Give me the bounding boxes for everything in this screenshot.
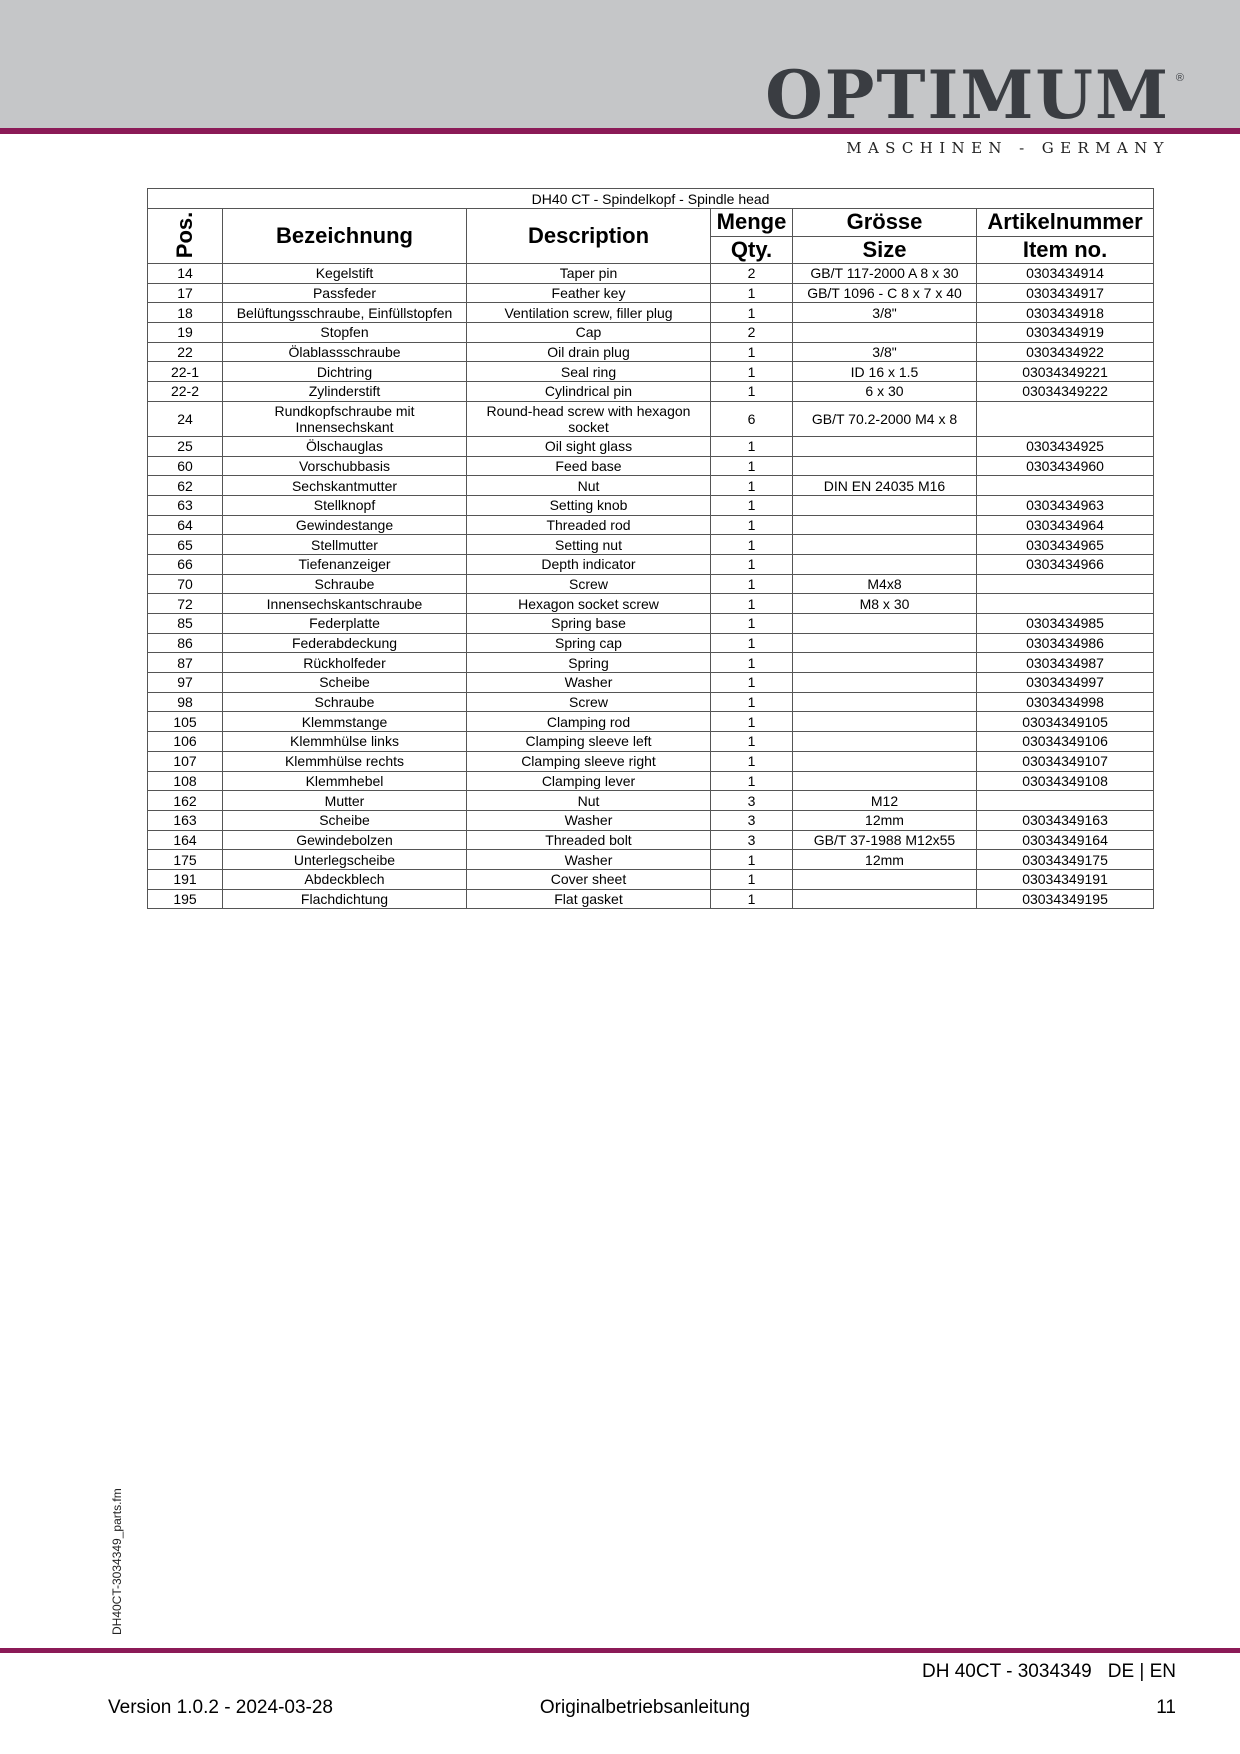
cell-size: 3/8" — [793, 303, 977, 323]
cell-size: ID 16 x 1.5 — [793, 362, 977, 382]
table-row — [148, 614, 1154, 634]
cell-size — [793, 869, 977, 889]
cell-description: Ventilation screw, filler plug — [467, 303, 711, 323]
header-size: Size — [793, 236, 977, 264]
cell-size — [793, 554, 977, 574]
cell-qty: 1 — [711, 303, 793, 323]
cell-pos: 87 — [148, 653, 223, 673]
cell-pos: 22 — [148, 342, 223, 362]
cell-item-no: 03034349163 — [977, 810, 1154, 830]
cell-pos: 164 — [148, 830, 223, 850]
cell-description: Taper pin — [467, 264, 711, 284]
cell-pos: 14 — [148, 264, 223, 284]
cell-qty: 1 — [711, 673, 793, 693]
table-row — [148, 382, 1154, 402]
cell-description: Nut — [467, 791, 711, 811]
table-row — [148, 889, 1154, 909]
cell-bezeichnung: Passfeder — [223, 283, 467, 303]
cell-bezeichnung: Federplatte — [223, 614, 467, 634]
cell-qty: 1 — [711, 869, 793, 889]
cell-item-no: 0303434914 — [977, 264, 1154, 284]
cell-qty: 1 — [711, 850, 793, 870]
cell-qty: 2 — [711, 323, 793, 343]
cell-item-no: 0303434965 — [977, 535, 1154, 555]
cell-pos: 22-1 — [148, 362, 223, 382]
cell-bezeichnung: Zylinderstift — [223, 382, 467, 402]
cell-description: Clamping rod — [467, 712, 711, 732]
cell-description: Feather key — [467, 283, 711, 303]
cell-bezeichnung: Vorschubbasis — [223, 456, 467, 476]
cell-item-no: 03034349222 — [977, 382, 1154, 402]
cell-bezeichnung: Gewindebolzen — [223, 830, 467, 850]
cell-item-no: 03034349175 — [977, 850, 1154, 870]
footer-document-type: Originalbetriebsanleitung — [539, 1697, 751, 1718]
cell-qty: 1 — [711, 554, 793, 574]
cell-description: Spring cap — [467, 633, 711, 653]
cell-bezeichnung: Sechskantmutter — [223, 476, 467, 496]
cell-size — [793, 889, 977, 909]
table-row — [148, 732, 1154, 752]
cell-qty: 3 — [711, 791, 793, 811]
table-row — [148, 401, 1154, 436]
cell-item-no: 0303434918 — [977, 303, 1154, 323]
cell-qty: 1 — [711, 653, 793, 673]
cell-size — [793, 751, 977, 771]
cell-bezeichnung: Stellknopf — [223, 495, 467, 515]
cell-size — [793, 692, 977, 712]
cell-item-no: 03034349107 — [977, 751, 1154, 771]
cell-bezeichnung: Belüftungsschraube, Einfüllstopfen — [223, 303, 467, 323]
cell-bezeichnung: Ölablassschraube — [223, 342, 467, 362]
cell-item-no — [977, 791, 1154, 811]
cell-pos: 17 — [148, 283, 223, 303]
cell-size — [793, 535, 977, 555]
cell-qty: 1 — [711, 732, 793, 752]
cell-description: Cover sheet — [467, 869, 711, 889]
table-row — [148, 283, 1154, 303]
cell-item-no: 0303434963 — [977, 495, 1154, 515]
cell-description: Screw — [467, 574, 711, 594]
cell-qty: 6 — [711, 401, 793, 436]
cell-bezeichnung: Federabdeckung — [223, 633, 467, 653]
cell-bezeichnung: Rundkopfschraube mit Innensechskant — [223, 401, 467, 436]
cell-size — [793, 515, 977, 535]
table-row — [148, 323, 1154, 343]
cell-qty: 1 — [711, 535, 793, 555]
cell-item-no: 0303434922 — [977, 342, 1154, 362]
header-description: Description — [467, 209, 711, 264]
cell-size — [793, 495, 977, 515]
table-row — [148, 303, 1154, 323]
cell-size: GB/T 70.2-2000 M4 x 8 — [793, 401, 977, 436]
cell-size — [793, 673, 977, 693]
table-row — [148, 771, 1154, 791]
cell-item-no: 0303434964 — [977, 515, 1154, 535]
cell-pos: 60 — [148, 456, 223, 476]
table-row — [148, 456, 1154, 476]
cell-size: M12 — [793, 791, 977, 811]
cell-pos: 18 — [148, 303, 223, 323]
cell-size — [793, 653, 977, 673]
cell-description: Round-head screw with hexagon socket — [467, 401, 711, 436]
table-row — [148, 594, 1154, 614]
cell-pos: 97 — [148, 673, 223, 693]
parts-table — [147, 188, 1154, 909]
table-caption: DH40 CT - Spindelkopf - Spindle head — [148, 189, 1154, 209]
cell-qty: 1 — [711, 342, 793, 362]
table-row — [148, 554, 1154, 574]
cell-pos: 195 — [148, 889, 223, 909]
cell-item-no: 0303434998 — [977, 692, 1154, 712]
cell-item-no: 03034349191 — [977, 869, 1154, 889]
side-file-label: DH40CT-3034349_parts.fm — [110, 1488, 124, 1635]
cell-description: Depth indicator — [467, 554, 711, 574]
cell-description: Screw — [467, 692, 711, 712]
header-artikelnummer: Artikelnummer — [977, 209, 1154, 237]
table-row — [148, 362, 1154, 382]
cell-description: Cylindrical pin — [467, 382, 711, 402]
header-bezeichnung: Bezeichnung — [223, 209, 467, 264]
footer-version: Version 1.0.2 - 2024-03-28 — [108, 1697, 333, 1718]
cell-bezeichnung: Scheibe — [223, 673, 467, 693]
cell-pos: 175 — [148, 850, 223, 870]
header-qty: Qty. — [711, 236, 793, 264]
cell-size: 12mm — [793, 850, 977, 870]
registered-mark: ® — [1175, 72, 1184, 84]
cell-bezeichnung: Rückholfeder — [223, 653, 467, 673]
cell-pos: 107 — [148, 751, 223, 771]
cell-bezeichnung: Scheibe — [223, 810, 467, 830]
cell-size: GB/T 37-1988 M12x55 — [793, 830, 977, 850]
header-menge: Menge — [711, 209, 793, 237]
cell-bezeichnung: Abdeckblech — [223, 869, 467, 889]
table-row — [148, 830, 1154, 850]
table-row — [148, 535, 1154, 555]
cell-size — [793, 436, 977, 456]
cell-qty: 1 — [711, 614, 793, 634]
cell-size — [793, 456, 977, 476]
cell-item-no: 0303434925 — [977, 436, 1154, 456]
table-row — [148, 264, 1154, 284]
cell-item-no: 0303434997 — [977, 673, 1154, 693]
cell-item-no: 0303434987 — [977, 653, 1154, 673]
brand-subtitle: MASCHINEN - GERMANY — [846, 139, 1170, 157]
cell-qty: 1 — [711, 495, 793, 515]
table-row — [148, 869, 1154, 889]
cell-size — [793, 614, 977, 634]
cell-size: 12mm — [793, 810, 977, 830]
cell-size — [793, 732, 977, 752]
table-row — [148, 712, 1154, 732]
cell-item-no — [977, 574, 1154, 594]
cell-description: Threaded bolt — [467, 830, 711, 850]
cell-description: Cap — [467, 323, 711, 343]
cell-pos: 19 — [148, 323, 223, 343]
footer-accent-line — [0, 1648, 1240, 1653]
cell-item-no: 0303434917 — [977, 283, 1154, 303]
cell-qty: 1 — [711, 712, 793, 732]
cell-qty: 1 — [711, 476, 793, 496]
header-pos — [148, 209, 223, 264]
parts-table-body — [148, 264, 1154, 909]
cell-pos: 63 — [148, 495, 223, 515]
cell-bezeichnung: Klemmstange — [223, 712, 467, 732]
table-row — [148, 476, 1154, 496]
cell-item-no: 03034349221 — [977, 362, 1154, 382]
cell-qty: 1 — [711, 633, 793, 653]
cell-pos: 62 — [148, 476, 223, 496]
cell-bezeichnung: Klemmhülse links — [223, 732, 467, 752]
cell-qty: 1 — [711, 574, 793, 594]
cell-pos: 86 — [148, 633, 223, 653]
cell-pos: 66 — [148, 554, 223, 574]
table-row — [148, 574, 1154, 594]
cell-size — [793, 771, 977, 791]
cell-qty: 1 — [711, 382, 793, 402]
cell-qty: 1 — [711, 594, 793, 614]
cell-pos: 25 — [148, 436, 223, 456]
cell-bezeichnung: Unterlegscheibe — [223, 850, 467, 870]
cell-description: Oil sight glass — [467, 436, 711, 456]
cell-bezeichnung: Stellmutter — [223, 535, 467, 555]
cell-item-no: 0303434986 — [977, 633, 1154, 653]
cell-description: Nut — [467, 476, 711, 496]
cell-bezeichnung: Klemmhebel — [223, 771, 467, 791]
table-row — [148, 751, 1154, 771]
table-row — [148, 633, 1154, 653]
cell-size — [793, 633, 977, 653]
cell-size: M8 x 30 — [793, 594, 977, 614]
cell-qty: 1 — [711, 889, 793, 909]
header-pos-label: Pos. — [172, 211, 197, 259]
cell-description: Spring — [467, 653, 711, 673]
cell-bezeichnung: Tiefenanzeiger — [223, 554, 467, 574]
cell-qty: 1 — [711, 283, 793, 303]
cell-item-no — [977, 476, 1154, 496]
cell-pos: 108 — [148, 771, 223, 791]
table-row — [148, 342, 1154, 362]
brand-name: OPTIMUM — [765, 56, 1170, 134]
cell-description: Seal ring — [467, 362, 711, 382]
cell-qty: 1 — [711, 692, 793, 712]
cell-item-no: 03034349195 — [977, 889, 1154, 909]
cell-item-no: 0303434919 — [977, 323, 1154, 343]
cell-qty: 1 — [711, 436, 793, 456]
cell-qty: 1 — [711, 515, 793, 535]
cell-pos: 65 — [148, 535, 223, 555]
header-groesse: Grösse — [793, 209, 977, 237]
cell-pos: 106 — [148, 732, 223, 752]
cell-bezeichnung: Dichtring — [223, 362, 467, 382]
table-row — [148, 791, 1154, 811]
cell-description: Washer — [467, 850, 711, 870]
table-row — [148, 515, 1154, 535]
cell-pos: 22-2 — [148, 382, 223, 402]
cell-size: M4x8 — [793, 574, 977, 594]
table-row — [148, 495, 1154, 515]
cell-qty: 3 — [711, 830, 793, 850]
cell-bezeichnung: Schraube — [223, 574, 467, 594]
cell-bezeichnung: Stopfen — [223, 323, 467, 343]
table-row — [148, 692, 1154, 712]
cell-pos: 85 — [148, 614, 223, 634]
cell-description: Clamping lever — [467, 771, 711, 791]
cell-bezeichnung: Innensechskantschraube — [223, 594, 467, 614]
cell-description: Oil drain plug — [467, 342, 711, 362]
cell-description: Hexagon socket screw — [467, 594, 711, 614]
cell-item-no: 03034349106 — [977, 732, 1154, 752]
cell-pos: 64 — [148, 515, 223, 535]
table-row — [148, 810, 1154, 830]
cell-description: Spring base — [467, 614, 711, 634]
cell-description: Washer — [467, 810, 711, 830]
cell-bezeichnung: Gewindestange — [223, 515, 467, 535]
cell-item-no: 0303434966 — [977, 554, 1154, 574]
footer-doc-number: DH 40CT - 3034349 — [922, 1661, 1092, 1682]
cell-size — [793, 323, 977, 343]
footer-doc-info — [922, 1661, 1176, 1683]
cell-description: Threaded rod — [467, 515, 711, 535]
cell-pos: 105 — [148, 712, 223, 732]
cell-item-no: 03034349105 — [977, 712, 1154, 732]
cell-qty: 1 — [711, 771, 793, 791]
cell-description: Clamping sleeve right — [467, 751, 711, 771]
cell-item-no: 03034349164 — [977, 830, 1154, 850]
cell-size: 6 x 30 — [793, 382, 977, 402]
cell-pos: 98 — [148, 692, 223, 712]
cell-pos: 72 — [148, 594, 223, 614]
cell-bezeichnung: Schraube — [223, 692, 467, 712]
cell-bezeichnung: Kegelstift — [223, 264, 467, 284]
table-row — [148, 436, 1154, 456]
cell-size — [793, 712, 977, 732]
footer-language: DE | EN — [1107, 1661, 1176, 1682]
cell-item-no: 03034349108 — [977, 771, 1154, 791]
cell-bezeichnung: Ölschauglas — [223, 436, 467, 456]
cell-size: DIN EN 24035 M16 — [793, 476, 977, 496]
cell-bezeichnung: Mutter — [223, 791, 467, 811]
cell-size: 3/8" — [793, 342, 977, 362]
cell-description: Flat gasket — [467, 889, 711, 909]
table-row — [148, 653, 1154, 673]
cell-item-no: 0303434960 — [977, 456, 1154, 476]
cell-qty: 2 — [711, 264, 793, 284]
cell-description: Washer — [467, 673, 711, 693]
cell-bezeichnung: Flachdichtung — [223, 889, 467, 909]
cell-bezeichnung: Klemmhülse rechts — [223, 751, 467, 771]
cell-qty: 1 — [711, 362, 793, 382]
cell-size: GB/T 1096 - C 8 x 7 x 40 — [793, 283, 977, 303]
table-row — [148, 673, 1154, 693]
cell-pos: 162 — [148, 791, 223, 811]
cell-item-no — [977, 594, 1154, 614]
table-row — [148, 850, 1154, 870]
cell-qty: 1 — [711, 751, 793, 771]
cell-qty: 1 — [711, 456, 793, 476]
brand-logo — [765, 56, 1184, 134]
cell-item-no — [977, 401, 1154, 436]
header-item-no: Item no. — [977, 236, 1154, 264]
cell-size: GB/T 117-2000 A 8 x 30 — [793, 264, 977, 284]
cell-description: Feed base — [467, 456, 711, 476]
cell-pos: 191 — [148, 869, 223, 889]
cell-pos: 24 — [148, 401, 223, 436]
cell-description: Setting knob — [467, 495, 711, 515]
cell-item-no: 0303434985 — [977, 614, 1154, 634]
cell-description: Setting nut — [467, 535, 711, 555]
cell-description: Clamping sleeve left — [467, 732, 711, 752]
cell-pos: 163 — [148, 810, 223, 830]
footer-page-number: 11 — [1156, 1697, 1176, 1718]
cell-qty: 3 — [711, 810, 793, 830]
cell-pos: 70 — [148, 574, 223, 594]
